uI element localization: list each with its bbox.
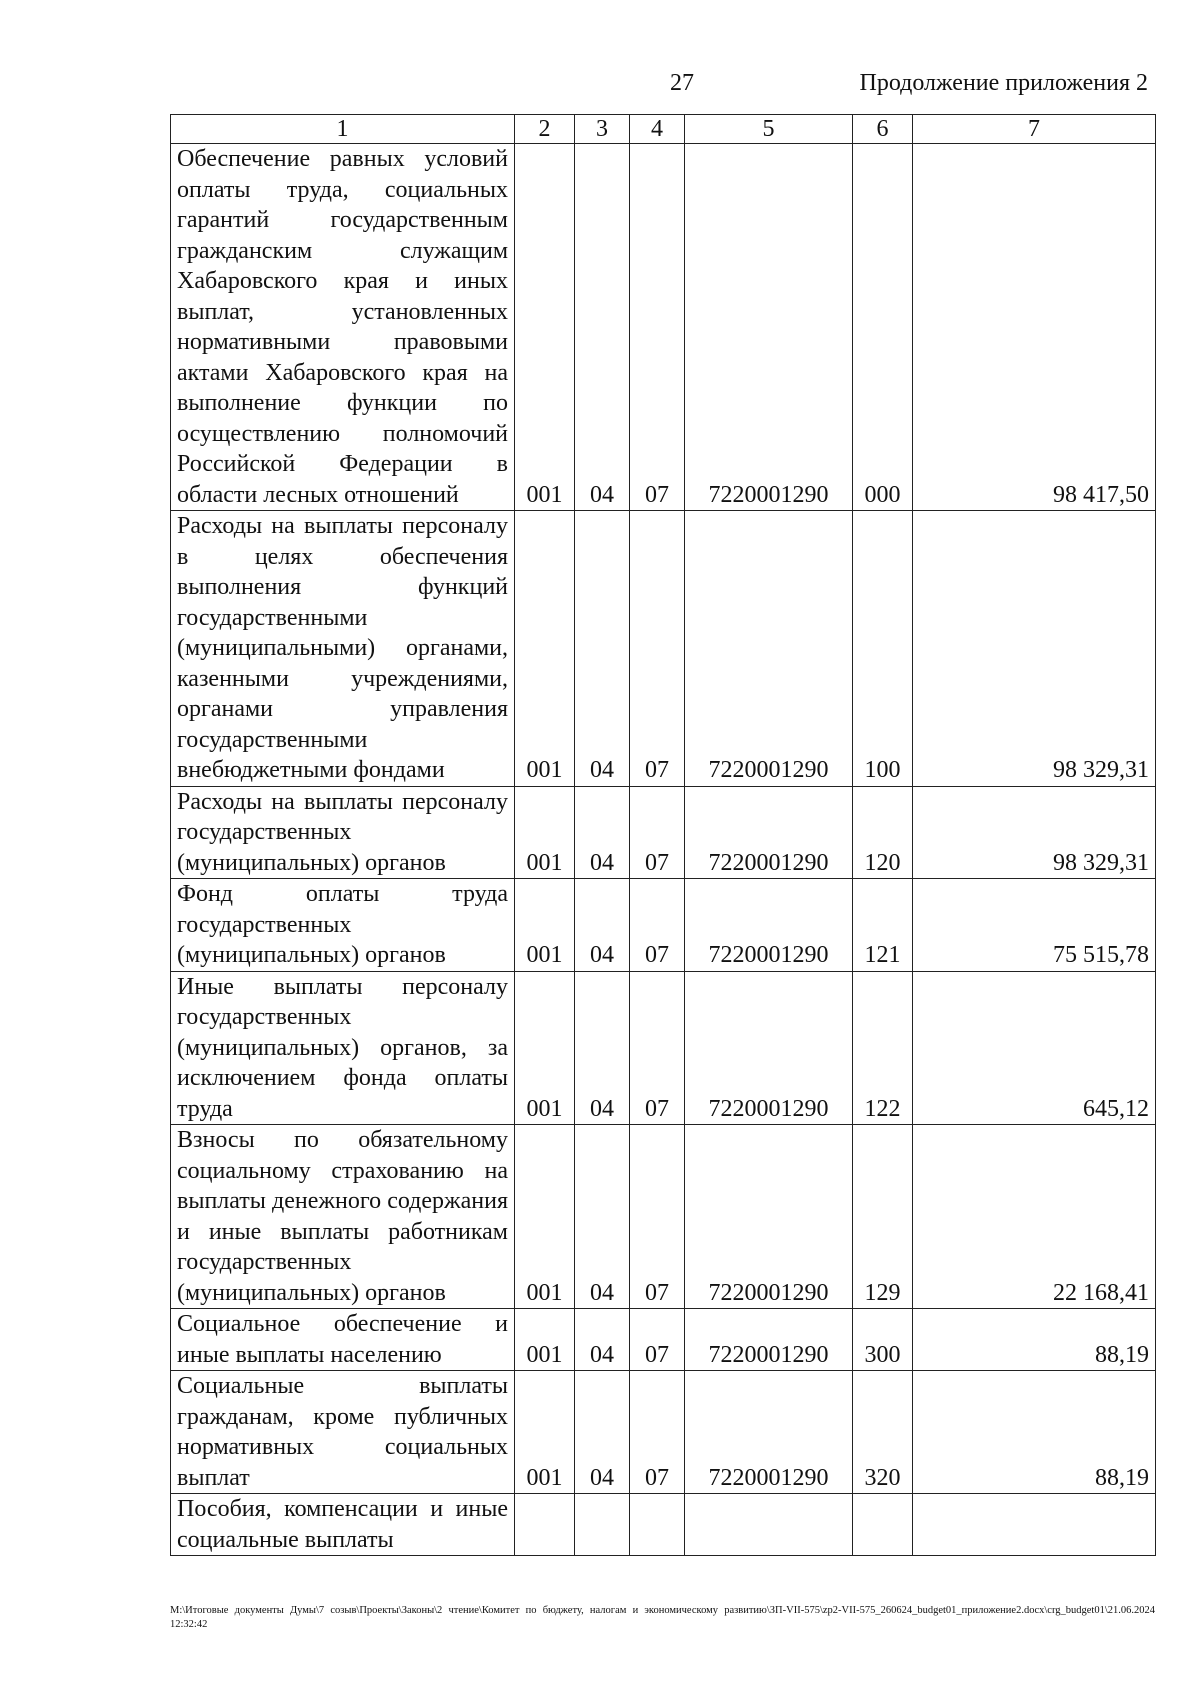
subsection-code: 07 <box>630 879 685 972</box>
amount <box>913 1494 1156 1556</box>
subsection-code <box>630 1494 685 1556</box>
subsection-code: 07 <box>630 1371 685 1494</box>
target-article-code: 7220001290 <box>685 786 853 879</box>
expense-type-code: 320 <box>853 1371 913 1494</box>
expense-name: Расходы на выплаты персоналу государственных (муниципальных) органов <box>171 786 515 879</box>
table-row <box>171 971 1156 1125</box>
ministry-code: 001 <box>515 144 575 511</box>
ministry-code: 001 <box>515 786 575 879</box>
expense-name: Социальные выплаты гражданам, кроме публичных нормативных социальных выплат <box>171 1371 515 1494</box>
target-article-code: 7220001290 <box>685 971 853 1125</box>
target-article-code <box>685 1494 853 1556</box>
subsection-code: 07 <box>630 1309 685 1371</box>
column-header: 4 <box>630 115 685 144</box>
column-header: 1 <box>171 115 515 144</box>
amount: 98 329,31 <box>913 511 1156 787</box>
ministry-code: 001 <box>515 1125 575 1309</box>
expense-name: Иные выплаты персоналу государственных (муниципальных) органов, за исключением фонда оплаты труда <box>171 971 515 1125</box>
expense-name: Социальное обеспечение и иные выплаты населению <box>171 1309 515 1371</box>
section-code: 04 <box>575 511 630 787</box>
amount: 22 168,41 <box>913 1125 1156 1309</box>
expense-type-code: 129 <box>853 1125 913 1309</box>
section-code: 04 <box>575 1125 630 1309</box>
table-row <box>171 511 1156 787</box>
amount: 98 417,50 <box>913 144 1156 511</box>
expense-type-code: 100 <box>853 511 913 787</box>
expense-type-code: 122 <box>853 971 913 1125</box>
ministry-code: 001 <box>515 971 575 1125</box>
column-header: 5 <box>685 115 853 144</box>
expense-type-code <box>853 1494 913 1556</box>
section-code: 04 <box>575 1309 630 1371</box>
expense-name: Расходы на выплаты персоналу в целях обеспечения выполнения функций государственными (муниципальными) органами, казенными учреждениями, органами управления государственными внебюджетными фондами <box>171 511 515 787</box>
table-row <box>171 879 1156 972</box>
budget-table <box>170 114 1156 1556</box>
page-number: 27 <box>670 70 694 96</box>
amount: 98 329,31 <box>913 786 1156 879</box>
target-article-code: 7220001290 <box>685 1309 853 1371</box>
column-number-row <box>171 115 1156 144</box>
section-code: 04 <box>575 879 630 972</box>
table-row <box>171 1371 1156 1494</box>
target-article-code: 7220001290 <box>685 144 853 511</box>
target-article-code: 7220001290 <box>685 879 853 972</box>
section-code <box>575 1494 630 1556</box>
section-code: 04 <box>575 1371 630 1494</box>
section-code: 04 <box>575 971 630 1125</box>
amount: 645,12 <box>913 971 1156 1125</box>
table-row <box>171 144 1156 511</box>
section-code: 04 <box>575 786 630 879</box>
expense-name: Пособия, компенсации и иные социальные выплаты <box>171 1494 515 1556</box>
subsection-code: 07 <box>630 1125 685 1309</box>
expense-type-code: 120 <box>853 786 913 879</box>
expense-type-code: 121 <box>853 879 913 972</box>
target-article-code: 7220001290 <box>685 1371 853 1494</box>
table-row <box>171 786 1156 879</box>
subsection-code: 07 <box>630 144 685 511</box>
ministry-code: 001 <box>515 1309 575 1371</box>
continuation-label: Продолжение приложения 2 <box>859 70 1148 96</box>
column-header: 2 <box>515 115 575 144</box>
table-row <box>171 1309 1156 1371</box>
expense-type-code: 000 <box>853 144 913 511</box>
subsection-code: 07 <box>630 971 685 1125</box>
section-code: 04 <box>575 144 630 511</box>
subsection-code: 07 <box>630 786 685 879</box>
table-row <box>171 1494 1156 1556</box>
expense-name: Фонд оплаты труда государственных (муниципальных) органов <box>171 879 515 972</box>
table-row <box>171 1125 1156 1309</box>
expense-type-code: 300 <box>853 1309 913 1371</box>
target-article-code: 7220001290 <box>685 1125 853 1309</box>
subsection-code: 07 <box>630 511 685 787</box>
column-header: 3 <box>575 115 630 144</box>
file-path-footer: М:\Итоговые документы Думы\7 созыв\Проекты\Законы\2 чтение\Комитет по бюджету, налогам и экономическому развитию\ЗП-VII-575\zp2-VII-575_260624_budget01_приложение2.docx\crg_budget01\21.06.2024 12:32:42 <box>170 1605 1155 1630</box>
ministry-code: 001 <box>515 879 575 972</box>
expense-name: Взносы по обязательному социальному страхованию на выплаты денежного содержания и иные выплаты работникам государственных (муниципальных) органов <box>171 1125 515 1309</box>
ministry-code: 001 <box>515 1371 575 1494</box>
ministry-code <box>515 1494 575 1556</box>
amount: 88,19 <box>913 1371 1156 1494</box>
amount: 88,19 <box>913 1309 1156 1371</box>
ministry-code: 001 <box>515 511 575 787</box>
column-header: 6 <box>853 115 913 144</box>
expense-name: Обеспечение равных условий оплаты труда, социальных гарантий государственным гражданским служащим Хабаровского края и иных выплат, установленных нормативными правовыми актами Хабаровского края на выполнение функции по осуществлению полномочий Российской Федерации в области лесных отношений <box>171 144 515 511</box>
column-header: 7 <box>913 115 1156 144</box>
amount: 75 515,78 <box>913 879 1156 972</box>
target-article-code: 7220001290 <box>685 511 853 787</box>
